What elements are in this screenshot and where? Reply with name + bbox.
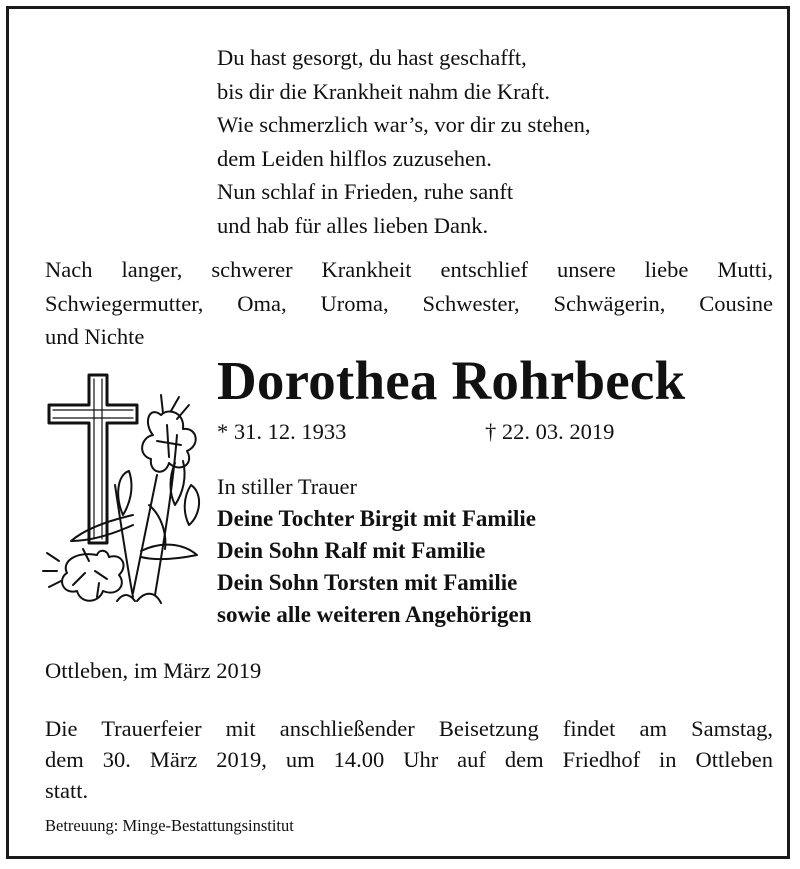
poem-line: Nun schlaf in Frieden, ruhe sanft [217, 179, 514, 204]
mourner-line: sowie alle weiteren Angehörigen [217, 602, 532, 627]
poem [217, 41, 591, 242]
mourner-line: Dein Sohn Ralf mit Familie [217, 538, 486, 563]
place-date: Ottleben, im März 2019 [45, 658, 262, 683]
poem-line: bis dir die Krankheit nahm die Kraft. [217, 78, 551, 104]
intro-line: und Nichte [45, 324, 145, 349]
funeral-line: dem 30. März 2019, um 14.00 Uhr auf dem Friedhof in Ottleben [45, 747, 773, 772]
intro-text [45, 253, 773, 354]
death-date: † 22. 03. 2019 [485, 419, 615, 444]
mourners-block [217, 471, 536, 631]
poem-line: Du hast gesorgt, du hast geschafft, [217, 45, 527, 70]
funeral-line: Die Trauerfeier mit anschließender Beisetzung findet am Samstag, [45, 716, 773, 741]
cross-with-lilies-icon [37, 365, 207, 615]
mourner-line: Deine Tochter Birgit mit Familie [217, 506, 536, 531]
funeral-line: statt. [45, 778, 89, 803]
poem-line: und hab für alles lieben Dank. [217, 212, 489, 238]
deceased-name: Dorothea Rohrbeck [217, 350, 686, 411]
mourner-line: Dein Sohn Torsten mit Familie [217, 570, 518, 595]
birth-date: * 31. 12. 1933 [217, 419, 347, 444]
funeral-home-credit: Betreuung: Minge-Bestattungsinstitut [45, 816, 294, 835]
obituary-notice [6, 6, 790, 859]
intro-line: Nach langer, schwerer Krankheit entschlief unsere liebe Mutti, [45, 257, 773, 282]
life-dates [217, 415, 615, 448]
mourners-heading: In stiller Trauer [217, 474, 357, 499]
intro-line: Schwiegermutter, Oma, Uroma, Schwester, Schwägerin, Cousine [45, 290, 773, 316]
poem-line: Wie schmerzlich war’s, vor dir zu stehen, [217, 112, 591, 137]
funeral-details [45, 713, 773, 806]
poem-line: dem Leiden hilflos zuzusehen. [217, 145, 492, 171]
